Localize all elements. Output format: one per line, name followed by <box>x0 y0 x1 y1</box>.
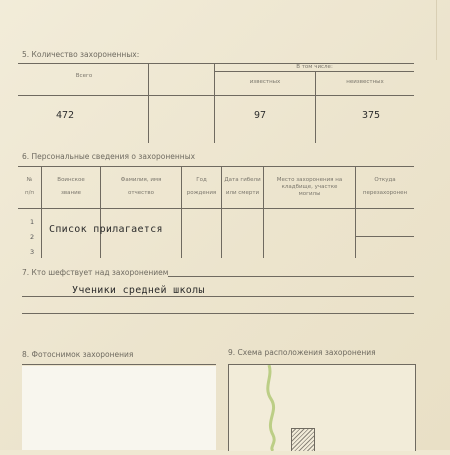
section6-title: 6. Персональные сведения о захороненных <box>22 152 196 161</box>
section7-fill-line-2 <box>22 296 414 297</box>
table5-vline-1 <box>148 63 149 143</box>
section5-unknown-header: неизвестных <box>346 79 384 85</box>
col-place-line3: могилы <box>298 191 321 197</box>
section8-title: 8. Фотоснимок захоронения <box>22 350 134 359</box>
scheme-grave-mark <box>291 428 315 451</box>
scheme-drawing <box>229 365 415 451</box>
section9-title: 9. Схема расположения захоронения <box>228 348 376 357</box>
section7-fill-line-1 <box>168 276 414 277</box>
col-place-line1: Место захоронения на <box>276 177 343 183</box>
photo-area <box>22 366 216 450</box>
col-place-line2: кладбище, участке <box>281 184 338 190</box>
paper-fold <box>436 0 437 60</box>
section5-known-value: 97 <box>253 110 267 121</box>
col-from-line2: перезахоронен <box>362 190 408 196</box>
row-number-3: 3 <box>30 248 35 256</box>
col-date-line2: или смерти <box>225 190 260 196</box>
col-num-line2: п/п <box>24 190 35 196</box>
section5-incl-header: В том числе: <box>296 64 333 70</box>
col-from-line1: Откуда <box>374 177 396 183</box>
table5-header-line <box>18 95 414 96</box>
section5-known-header: известных <box>249 79 281 85</box>
col-num-line1: № <box>26 177 33 183</box>
section5-total-value: 472 <box>55 110 75 121</box>
scheme-frame <box>228 364 416 451</box>
section7-title: 7. Кто шефствует над захоронением <box>22 268 169 277</box>
scheme-boundary-line <box>268 365 274 451</box>
section5-unknown-value: 375 <box>361 110 381 121</box>
col-date-line1: Дата гибели <box>224 177 261 183</box>
row-number-2: 2 <box>30 233 35 241</box>
typed-list-note: Список прилагается <box>49 224 163 235</box>
col-year-line1: Год <box>196 177 207 183</box>
table5-vline-2 <box>214 63 215 143</box>
section7-typed-value: Ученики средней школы <box>72 285 205 296</box>
table6-header-line <box>18 208 414 209</box>
table5-vline-3 <box>315 71 316 143</box>
section7-fill-line-3 <box>22 313 414 314</box>
col-rank-line2: звание <box>60 190 82 196</box>
row-number-1: 1 <box>30 218 35 226</box>
table6-partial-line <box>355 236 414 237</box>
section5-total-header: Всего <box>75 73 93 79</box>
section5-title: 5. Количество захороненных: <box>22 50 140 59</box>
col-name-line2: отчество <box>127 190 155 196</box>
photo-frame-top <box>22 364 216 365</box>
col-rank-line1: Воинское <box>57 177 85 183</box>
col-name-line1: Фамилия, имя <box>120 177 162 183</box>
col-year-line2: рождения <box>186 190 217 196</box>
